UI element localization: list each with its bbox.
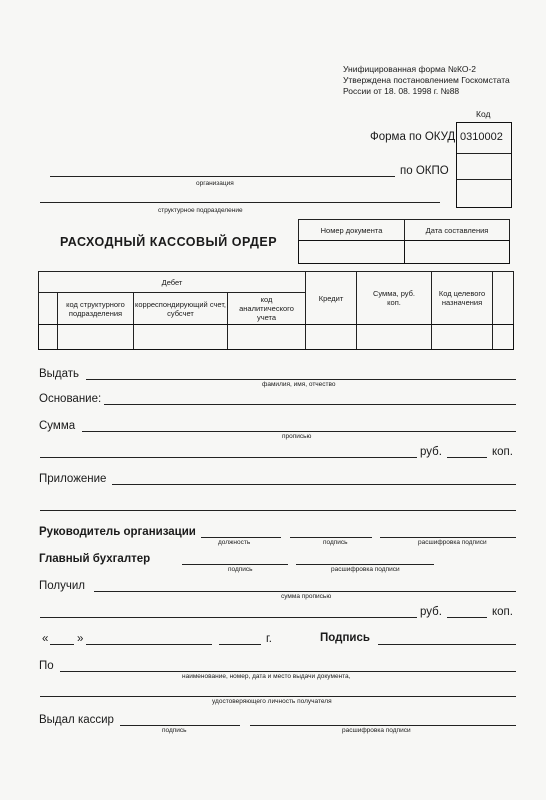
podpis-label: Подпись	[320, 632, 370, 644]
rukovoditel-position-line[interactable]	[201, 537, 281, 538]
code-box	[456, 122, 512, 208]
poluchil-line-2[interactable]	[40, 617, 417, 618]
rukovoditel-position-caption: должность	[218, 539, 251, 546]
data-row	[38, 324, 514, 350]
okud-label: Форма по ОКУД	[370, 131, 456, 143]
kassir-sign-caption: подпись	[162, 727, 187, 734]
debet-col-analytic: код аналитического учета	[227, 292, 306, 325]
doc-date-cell[interactable]	[404, 240, 510, 264]
po-line[interactable]	[60, 671, 516, 672]
poluchil-caption: сумма прописью	[281, 593, 332, 600]
rukovoditel-name-caption: расшифровка подписи	[418, 539, 487, 546]
rukovoditel-sign-line[interactable]	[290, 537, 372, 538]
extra-header	[492, 271, 514, 325]
debet-header: Дебет	[38, 271, 306, 293]
summa-kop-line[interactable]	[447, 457, 487, 458]
poluchil-label: Получил	[39, 580, 85, 592]
debet-col-account: корреспондирующий счет, субсчет	[133, 292, 228, 325]
glavbuh-name-line[interactable]	[296, 564, 434, 565]
debet-blank-col	[38, 292, 58, 325]
summa-line-2[interactable]	[40, 457, 417, 458]
summa-kop: коп.	[492, 446, 513, 458]
po-label: По	[39, 660, 54, 672]
date-day-line[interactable]	[50, 644, 74, 645]
poluchil-kop-line[interactable]	[447, 617, 487, 618]
poluchil-kop: коп.	[492, 606, 513, 618]
doc-date-header: Дата составления	[404, 219, 510, 241]
date-month-line[interactable]	[86, 644, 212, 645]
glavbuh-label: Главный бухгалтер	[39, 553, 151, 565]
debet-col-struct: код структурного подразделения	[57, 292, 134, 325]
glavbuh-name-caption: расшифровка подписи	[331, 566, 400, 573]
summa-label: Сумма	[39, 420, 76, 432]
udost-line[interactable]	[40, 696, 516, 697]
rukovoditel-label: Руководитель организации	[39, 526, 196, 538]
doc-number-header: Номер документа	[298, 219, 405, 241]
poluchil-line[interactable]	[94, 591, 516, 592]
vydat-line[interactable]	[86, 379, 516, 380]
document-title: РАСХОДНЫЙ КАССОВЫЙ ОРДЕР	[60, 235, 278, 249]
form-header	[343, 64, 510, 97]
subdiv-line[interactable]	[40, 202, 440, 203]
org-caption: организация	[196, 180, 234, 187]
kod-label: Код	[476, 109, 491, 119]
form-header-line2: Утверждена постановлением Госкомстата	[343, 75, 510, 85]
vydal-kassir-label: Выдал кассир	[39, 714, 114, 726]
date-year-line[interactable]	[219, 644, 261, 645]
date-close-quote: »	[77, 633, 84, 645]
podpis-line[interactable]	[378, 644, 516, 645]
prilozhenie-label: Приложение	[39, 473, 107, 485]
summa-rub: руб.	[420, 446, 442, 458]
kredit-header: Кредит	[305, 271, 357, 325]
form-header-line1: Унифицированная форма №КО-2	[343, 64, 477, 74]
poluchil-rub: руб.	[420, 606, 442, 618]
po-caption: наименование, номер, дата и место выдачи документа,	[182, 673, 351, 680]
prilozhenie-line[interactable]	[112, 484, 516, 485]
vydat-label: Выдать	[39, 368, 80, 380]
kassir-sign-line[interactable]	[120, 725, 240, 726]
okpo-label: по ОКПО	[400, 165, 449, 177]
form-header-line3: России от 18. 08. 1998 г. №88	[343, 86, 460, 96]
kassir-name-caption: расшифровка подписи	[342, 727, 411, 734]
summa-line[interactable]	[82, 431, 516, 432]
glavbuh-sign-line[interactable]	[182, 564, 288, 565]
udost-caption: удостоверяющего личность получателя	[212, 698, 332, 705]
org-line[interactable]	[50, 176, 395, 177]
date-open-quote: «	[42, 633, 49, 645]
glavbuh-sign-caption: подпись	[228, 566, 253, 573]
subdiv-caption: структурное подразделение	[158, 207, 243, 214]
vydat-caption: фамилия, имя, отчество	[262, 381, 336, 388]
okud-code-value[interactable]: 0310002	[460, 131, 503, 143]
osnovanie-label: Основание:	[39, 393, 102, 405]
rukovoditel-sign-caption: подпись	[323, 539, 348, 546]
kod-cel-header: Код целевого назначения	[431, 271, 493, 325]
summa-header: Сумма, руб. коп.	[356, 271, 432, 325]
rukovoditel-name-line[interactable]	[380, 537, 516, 538]
summa-caption: прописью	[282, 433, 312, 440]
osnovanie-line[interactable]	[104, 404, 516, 405]
kassir-name-line[interactable]	[250, 725, 516, 726]
prilozhenie-line-2[interactable]	[40, 510, 516, 511]
date-year-suffix: г.	[266, 633, 272, 645]
doc-number-cell[interactable]	[298, 240, 405, 264]
